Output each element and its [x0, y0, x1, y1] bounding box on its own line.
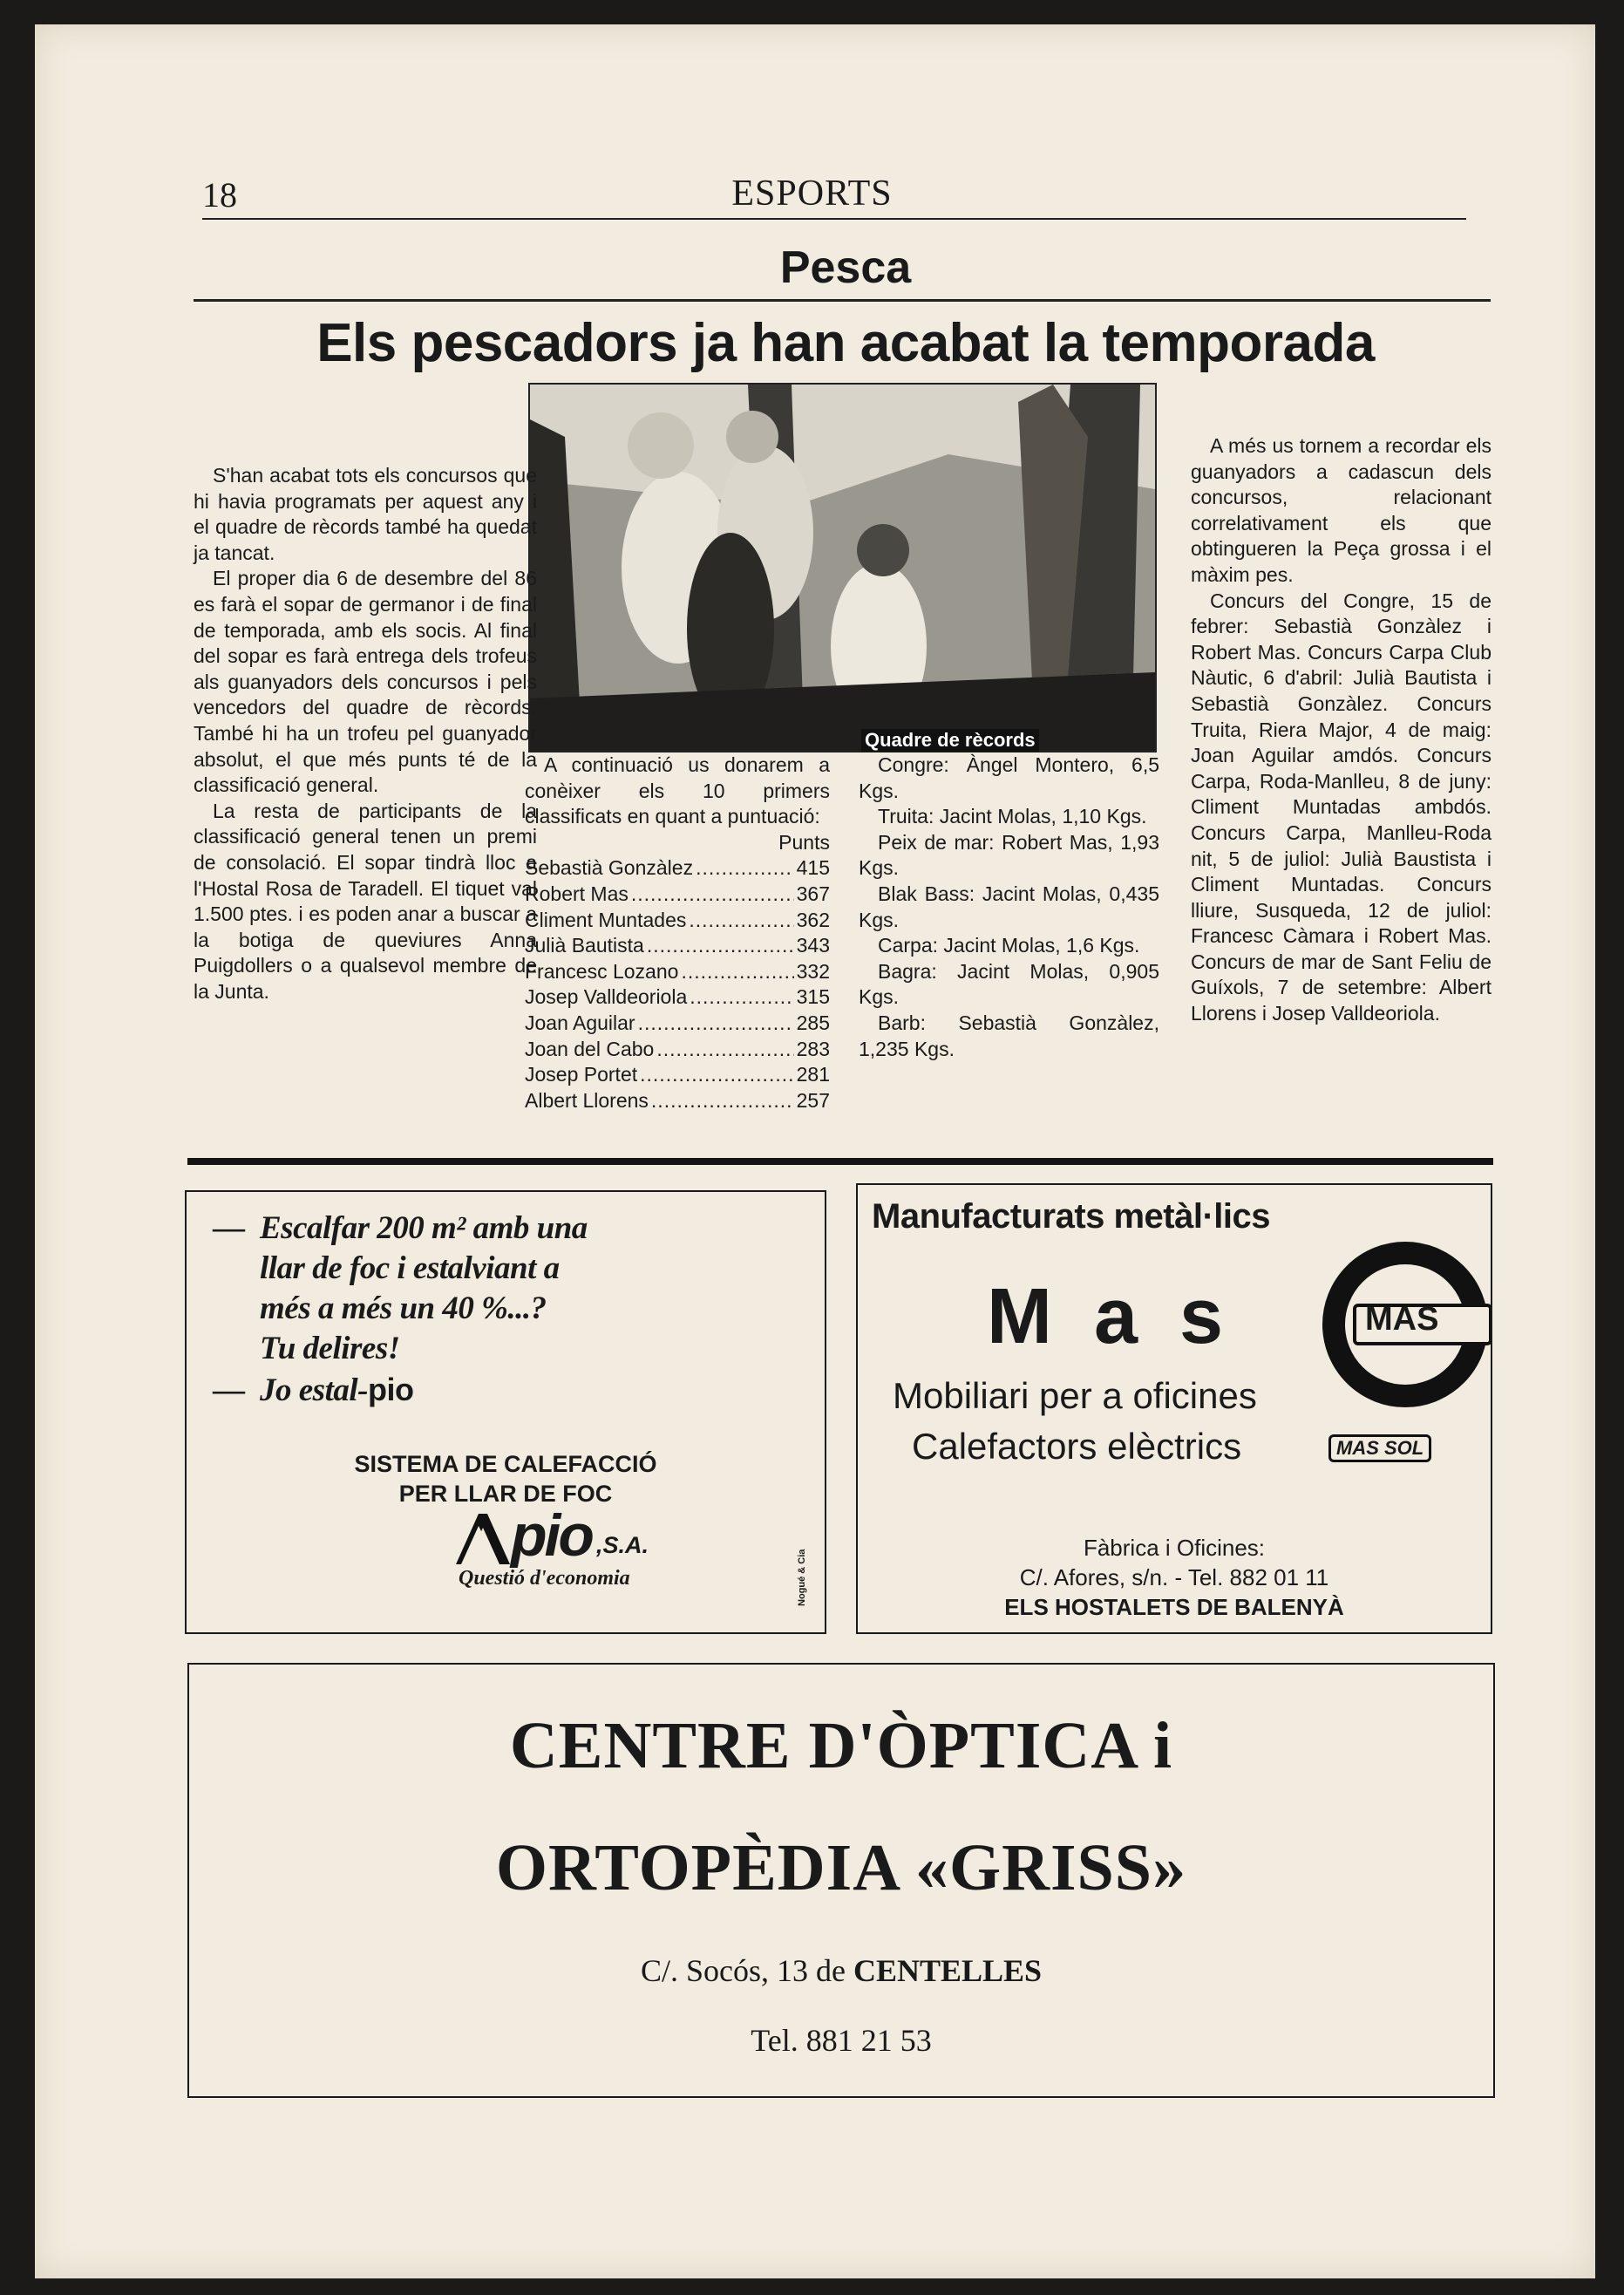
- leader-dots: [656, 1037, 793, 1063]
- page-number: 18: [202, 175, 237, 215]
- score-name: Albert Llorens: [525, 1088, 649, 1112]
- scores-list: [525, 855, 830, 1113]
- article-headline: Els pescadors ja han acabat la temporada: [316, 313, 1375, 373]
- scores-header: Punts: [778, 830, 830, 854]
- score-name: Josep Portet: [525, 1063, 638, 1086]
- score-row: [525, 984, 830, 1011]
- paragraph: El proper dia 6 de desembre del 86 es farà el sopar de germanor i de final de temporada, amb els socis. Al final del sopar es farà entrega dels trofeus als guanyadors dels concursos i pels vencedors del quadre de rècords. També hi ha un trofeu pel guanyador absolut, el que més punts té de la classificació general.: [194, 567, 537, 797]
- kicker-rule: [194, 299, 1491, 302]
- leader-dots: [681, 959, 793, 985]
- leader-dots: [640, 1062, 793, 1088]
- record-item: Bagra: Jacint Molas, 0,905 Kgs.: [859, 959, 1159, 1009]
- score-points: 281: [796, 1063, 830, 1086]
- article-photo: [528, 383, 1157, 753]
- ad-mas-title: Manufacturats metàl·lics: [872, 1197, 1271, 1236]
- article-column-1: [194, 463, 537, 1004]
- photo-caption: Quadre de rècords: [861, 729, 1039, 752]
- record-item: Congre: Àngel Montero, 6,5 Kgs.: [859, 753, 1159, 802]
- score-row: [525, 1088, 830, 1114]
- photo-illustration: [530, 385, 1155, 751]
- scores-intro: A continuació us donarem a conèixer els 10 primers classificats en quant a puntuació:: [525, 753, 830, 828]
- article-kicker: Pesca: [779, 242, 912, 293]
- pio-tagline: Questió d'economia: [459, 1567, 630, 1590]
- score-row: [525, 933, 830, 959]
- ad-mas-foot: Fàbrica i Oficines:: [1083, 1535, 1266, 1561]
- pio-logo-icon: [452, 1510, 513, 1568]
- ad-pio-line-text: Jo estal-: [260, 1372, 368, 1408]
- section-title: ESPORTS: [731, 174, 893, 214]
- score-name: Joan Aguilar: [525, 1011, 635, 1034]
- mas-sol-badge: MAS SOL: [1328, 1434, 1431, 1462]
- ad-mas-line: Mobiliari per a oficines: [893, 1375, 1257, 1416]
- ad-pio: [185, 1190, 826, 1634]
- ad-credit: Nogué & Cia: [797, 1549, 807, 1606]
- dash: —: [213, 1210, 245, 1246]
- paragraph: Concurs del Congre, 15 de febrer: Sebastià Gonzàlez i Robert Mas. Concurs Carpa Club Nàutic, 6 d'abril: Julià Bautista i Sebastià Gonzàlez. Concurs Truita, Riera Major, 4 de maig: Joan Aguilar amdós. Concurs Carpa, Roda-Manlleu, 8 de juny: Climent Muntadas ambdós. Concurs Carpa, Manlleu-Roda nit, 5 de juliol: Julià Baustista i Climent Muntadas. Concurs lliure, Susqueda, 12 de juliol: Francesc Càmara i Robert Mas. Concurs de mar de Sant Feliu de Guíxols, 7 de setembre: Albert Llorens i Josep Valldeoriola.: [1191, 589, 1491, 1025]
- ad-optica-line1: CENTRE D'ÒPTICA i: [509, 1709, 1173, 1782]
- score-name: Francesc Lozano: [525, 959, 679, 983]
- leader-dots: [696, 855, 794, 882]
- pio-logo-text: pio: [511, 1502, 592, 1569]
- ad-optica-phone: Tel. 881 21 53: [751, 2023, 932, 2058]
- score-points: 362: [796, 908, 830, 931]
- score-row: [525, 959, 830, 985]
- ad-pio-system-2: PER LLAR DE FOC: [398, 1481, 613, 1507]
- score-points: 283: [796, 1037, 830, 1060]
- score-row: [525, 882, 830, 908]
- score-row: [525, 1037, 830, 1063]
- ad-mas-foot: ELS HOSTALETS DE BALENYÀ: [1004, 1594, 1344, 1620]
- record-item: Carpa: Jacint Molas, 1,6 Kgs.: [878, 934, 1140, 957]
- ad-optica-line2: ORTOPÈDIA «GRISS»: [495, 1831, 1187, 1904]
- records-column: [859, 753, 1159, 1062]
- mas-logo-text: MAS: [1365, 1301, 1439, 1338]
- ad-pio-system-1: SISTEMA DE CALEFACCIÓ: [354, 1451, 657, 1477]
- ad-optica-street: C/. Socós, 13 de: [640, 1953, 853, 1988]
- score-name: Julià Bautista: [525, 934, 644, 957]
- ad-pio-line: més a més un 40 %...?: [260, 1291, 547, 1326]
- paragraph: La resta de participants de la classificació general tenen un premi de consolació. El sopar tindrà lloc a l'Hostal Rosa de Taradell. El tiquet val 1.500 ptes. i es poden anar a buscar a la botiga de queviures Anna Puigdollers o a qualsevol membre de la Junta.: [194, 799, 537, 1003]
- paragraph: A més us tornem a recordar els guanyadors a cadascun dels concursos, relacionant correlativament els que obtingueren la Peça grossa i el màxim pes.: [1191, 434, 1491, 586]
- leader-dots: [689, 908, 793, 934]
- score-row: [525, 1062, 830, 1088]
- paragraph: S'han acabat tots els concursos que hi havia programats per aquest any i el quadre de rècords també ha quedat ja tancat.: [194, 464, 537, 564]
- score-points: 343: [796, 934, 830, 957]
- ad-mas-line: Calefactors elèctrics: [912, 1426, 1242, 1467]
- record-item: Peix de mar: Robert Mas, 1,93 Kgs.: [859, 830, 1159, 880]
- section-divider: [187, 1158, 1493, 1165]
- ad-optica-town: CENTELLES: [853, 1953, 1043, 1988]
- score-points: 257: [796, 1088, 830, 1112]
- ad-mas-foot: C/. Afores, s/n. - Tel. 882 01 11: [1019, 1564, 1329, 1590]
- leader-dots: [631, 882, 794, 908]
- score-row: [525, 855, 830, 882]
- leader-dots: [651, 1088, 794, 1114]
- leader-dots: [638, 1011, 794, 1037]
- ad-pio-line: [260, 1372, 413, 1409]
- record-item: Truita: Jacint Molas, 1,10 Kgs.: [878, 805, 1147, 828]
- pio-logo-mark: [452, 1510, 513, 1572]
- article-column-2: [525, 753, 830, 1113]
- score-points: 415: [796, 856, 830, 880]
- score-row: [525, 1011, 830, 1037]
- score-name: Joan del Cabo: [525, 1037, 655, 1060]
- article-column-4: [1191, 433, 1491, 1027]
- ad-pio-line: Tu delires!: [260, 1331, 400, 1366]
- ad-pio-line: Escalfar 200 m² amb una: [260, 1210, 588, 1246]
- ad-mas-brand: Mas: [987, 1273, 1266, 1360]
- header-rule: [202, 218, 1466, 220]
- ad-optica-address: [189, 1952, 1493, 1989]
- dash: —: [213, 1372, 245, 1408]
- score-name: Robert Mas: [525, 882, 629, 905]
- record-item: Barb: Sebastià Gonzàlez, 1,235 Kgs.: [859, 1011, 1159, 1060]
- ad-pio-line: llar de foc i estalviant a: [260, 1250, 560, 1286]
- score-points: 285: [796, 1011, 830, 1034]
- score-name: Sebastià Gonzàlez: [525, 856, 694, 880]
- score-points: 367: [796, 882, 830, 905]
- pio-logo-suffix: ,S.A.: [596, 1532, 649, 1558]
- ad-optica: [187, 1663, 1495, 2098]
- score-points: 332: [796, 959, 830, 983]
- score-points: 315: [796, 985, 830, 1009]
- leader-dots: [647, 933, 794, 959]
- score-name: Josep Valldeoriola: [525, 985, 688, 1009]
- score-row: [525, 908, 830, 934]
- leader-dots: [690, 984, 793, 1011]
- ad-mas: [856, 1183, 1492, 1634]
- record-item: Blak Bass: Jacint Molas, 0,435 Kgs.: [859, 882, 1159, 931]
- ad-pio-brand-inline: pio: [367, 1372, 414, 1407]
- score-name: Climent Muntades: [525, 908, 687, 931]
